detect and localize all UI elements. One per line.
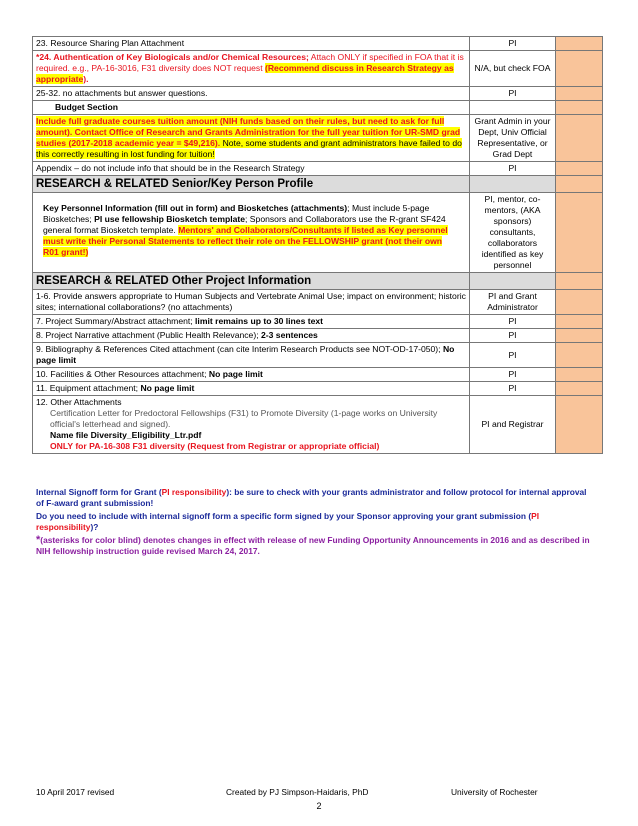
asterisk-note: *(asterisks for color blind) denotes changes in effect with release of new Funding Opportunity Announcements in 2016 and as described in NIH fellowship instruction guide revised March 24, 2017. — [36, 534, 590, 556]
section-title: RESEARCH & RELATED Senior/Key Person Profile — [33, 176, 470, 193]
key-personnel-label: Key Personnel Information (fill out in form) and Biosketches (attachments) — [43, 203, 348, 213]
responsibility: PI — [470, 87, 556, 101]
check-cell — [556, 162, 603, 176]
check-cell — [556, 87, 603, 101]
table-row — [33, 315, 603, 329]
check-cell — [556, 368, 603, 382]
item-text: 1-6. Provide answers appropriate to Human Subjects and Vertebrate Animal Use; impact on environment; historic sites; international collaborations? (no attachments) — [33, 290, 470, 315]
certification-text: Certification Letter for Predoctoral Fellowships (F31) to Promote Diversity (1-page works on University official's letterhead and signed). — [50, 408, 438, 429]
check-cell — [556, 176, 603, 193]
tuition-instruction: Include full graduate courses tuition amount (NIH funds based on their rules, but need to ask for full amount). Contact Office of Research and Grants Administration for the full year tuition for UR-SMD grad studies (2017-2018 academic year = $49,216). — [36, 116, 461, 148]
author: Created by PJ Simpson-Haidaris, PhD — [226, 787, 369, 797]
table-row — [33, 101, 603, 115]
check-cell — [556, 273, 603, 290]
check-cell — [556, 193, 603, 273]
responsibility: PI — [470, 37, 556, 51]
signoff-note: Internal Signoff form for Grant (PI responsibility): be sure to check with your grants administrator and follow protocol for internal approval of F-award grant submission! — [36, 487, 587, 508]
check-cell — [556, 37, 603, 51]
diversity-note: ONLY for PA-16-308 F31 diversity (Request from Registrar or appropriate official) — [50, 441, 380, 451]
responsibility: PI — [470, 368, 556, 382]
item-text: 11. Equipment attachment; No page limit — [33, 382, 470, 396]
section-title: RESEARCH & RELATED Other Project Information — [33, 273, 470, 290]
item-text: Appendix – do not include info that should be in the Research Strategy — [33, 162, 470, 176]
table-row — [33, 368, 603, 382]
check-cell — [556, 51, 603, 87]
item-end: ). — [83, 74, 89, 84]
section-header — [33, 176, 603, 193]
table-row — [33, 329, 603, 343]
responsibility: N/A, but check FOA — [470, 51, 556, 87]
table-row — [33, 343, 603, 368]
item-text: 9. Bibliography & References Cited attachment (can cite Interim Research Products see NOT-OD-17-050); No page limit — [33, 343, 470, 368]
table-row — [33, 37, 603, 51]
item-text: Key Personnel Information (fill out in form) and Biosketches (attachments); Must include 5-page Biosketches; PI use fellowship Biosketch template; Sponsors and Collaborators use the R-grant SF424 general format Biosketch template. Mentors' and Collaborators/Consultants if listed as Key personnel must write their Personal Statements to reflect their role on the FELLOWSHIP grant (not their own R01 grant!) — [33, 193, 470, 273]
mentor-instruction: Mentors' and Collaborators/Consultants if listed as Key personnel must write their Personal Statements to reflect their role on the FELLOWSHIP grant (not their own R01 grant!) — [43, 225, 448, 257]
responsibility: Grant Admin in your Dept, Univ Official Representative, or Grad Dept — [470, 115, 556, 162]
item-detail: Attach ONLY if specified in FOA that it is required. e.g., PA-16-3016, F31 diversity does NOT request — [36, 52, 464, 73]
check-cell — [556, 396, 603, 454]
responsibility: PI and Registrar — [470, 396, 556, 454]
item-text: 8. Project Narrative attachment (Public Health Relevance); 2-3 sentences — [33, 329, 470, 343]
table-row — [33, 87, 603, 101]
table-row — [33, 382, 603, 396]
check-cell — [556, 290, 603, 315]
tuition-warning: Note, some students and grant administrators have failed to do this correctly resulting in lost funding for tuition! — [36, 138, 462, 159]
institution: University of Rochester — [451, 787, 538, 797]
page-number: 2 — [316, 801, 322, 811]
responsibility: PI — [470, 315, 556, 329]
sponsor-note: Do you need to include with internal signoff form a specific form signed by your Sponsor approving your grant submission (PI responsibility)? — [36, 511, 540, 532]
other-attachments-title: 12. Other Attachments — [36, 397, 122, 407]
item-text: 7. Project Summary/Abstract attachment; limit remains up to 30 lines text — [33, 315, 470, 329]
budget-section-title: Budget Section — [33, 101, 470, 115]
recommendation: (Recommend discuss in Research Strategy as appropriate — [36, 63, 454, 84]
table-row — [33, 193, 603, 273]
file-name: Name file Diversity_Eligibility_Ltr.pdf — [50, 430, 202, 440]
table-row — [33, 162, 603, 176]
item-text — [33, 51, 470, 87]
check-cell — [556, 115, 603, 162]
responsibility: PI and Grant Administrator — [470, 290, 556, 315]
check-cell — [556, 315, 603, 329]
asterisk: * — [36, 52, 40, 62]
table-row — [33, 115, 603, 162]
table-row — [33, 396, 603, 454]
item-text: 10. Facilities & Other Resources attachment; No page limit — [33, 368, 470, 382]
tuition-note — [33, 115, 470, 162]
table-row — [33, 290, 603, 315]
requirements-table — [32, 36, 603, 454]
revision-date: 10 April 2017 revised — [36, 787, 115, 797]
responsibility: PI — [470, 382, 556, 396]
responsibility: PI — [470, 343, 556, 368]
notes — [36, 487, 596, 559]
item-text: 23. Resource Sharing Plan Attachment — [33, 37, 470, 51]
item-text: 25-32. no attachments but answer questions. — [33, 87, 470, 101]
check-cell — [556, 329, 603, 343]
responsibility: PI — [470, 162, 556, 176]
responsibility: PI — [470, 329, 556, 343]
table-row — [33, 51, 603, 87]
item-text — [33, 396, 470, 454]
item-lead: 24. Authentication of Key Biologicals and/or Chemical Resources; — [39, 52, 309, 62]
check-cell — [556, 343, 603, 368]
check-cell — [556, 382, 603, 396]
check-cell — [556, 101, 603, 115]
section-header — [33, 273, 603, 290]
responsibility: PI, mentor, co-mentors, (AKA sponsors) consultants, collaborators identified as key personnel — [470, 193, 556, 273]
